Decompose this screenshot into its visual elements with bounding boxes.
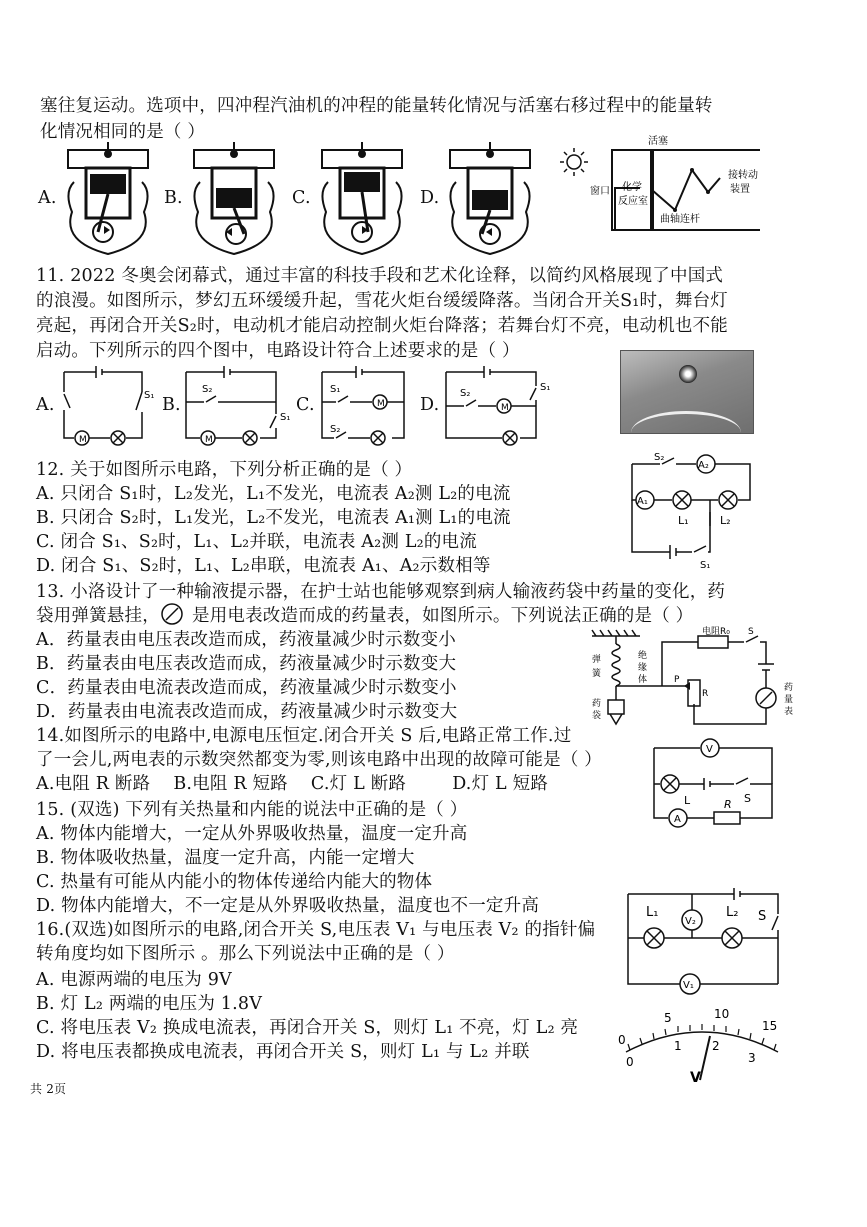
svg-text:15: 15 [762,1019,778,1033]
svg-text:量: 量 [784,695,794,705]
svg-text:R: R [724,798,732,811]
label-outlet: 窗口 [590,186,610,197]
svg-text:S₁: S₁ [330,384,341,395]
q11-line4: 启动。下列所示的四个图中，电路设计符合上述要求的是（ ） [36,341,520,361]
svg-text:A₂: A₂ [698,460,709,471]
q12-option-c: C. 闭合 S₁、S₂时，L₁、L₂并联，电流表 A₂测 L₂的电流 [36,532,477,552]
svg-text:药: 药 [784,683,794,693]
q15-option-c: C. 热量有可能从内能小的物体传递给内能大的物体 [36,872,433,892]
svg-text:S₁: S₁ [144,390,155,401]
engine-b-figure [184,142,284,257]
q12-option-a: A. 只闭合 S₁时，L₂发光，L₁不发光，电流表 A₂测 L₂的电流 [36,484,511,504]
q14-options: A.电阻 R 断路 B.电阻 R 短路 C.灯 L 断路 D.灯 L 短路 [36,774,549,794]
q16-line1: 16.(双选)如图所示的电路,闭合开关 S,电压表 V₁ 与电压表 V₂ 的指针偏 [36,920,596,940]
svg-text:缘: 缘 [638,663,648,673]
meter-icon [160,602,184,626]
engine-d-figure [440,142,540,257]
label-chamber-1: 化学 [622,182,642,193]
q15-option-a: A. 物体内能增大，一定从外界吸收热量，温度一定升高 [36,824,468,844]
dial-needle [700,1036,710,1080]
q11-circuit-a [56,362,156,447]
svg-text:S: S [748,627,754,637]
svg-text:S₂: S₂ [654,452,665,463]
svg-text:S₂: S₂ [460,388,471,399]
label-device-2: 装置 [730,184,750,195]
svg-text:S: S [758,909,767,924]
svg-text:5: 5 [664,1011,672,1025]
q10-text-line2: 化情况相同的是（ ） [40,122,206,142]
q10-option-d-label: D. [420,188,440,208]
label-chamber-2: 反应室 [618,196,648,207]
svg-text:R: R [702,689,709,699]
svg-text:V₁: V₁ [683,980,694,991]
q13-circuit [588,624,808,734]
svg-text:V: V [706,744,713,755]
q11-option-d-label: D. [420,395,440,415]
q10-text-line1: 塞往复运动。选项中，四冲程汽油机的冲程的能量转化情况与活塞右移过程中的能量转 [40,96,713,116]
q16-option-b: B. 灯 L₂ 两端的电压为 1.8V [36,994,263,1014]
q11-circuit-b [180,362,290,447]
q13-line2a: 袋用弹簧悬挂， [36,606,160,626]
torch-photo [620,350,754,434]
svg-text:3: 3 [748,1051,756,1065]
label-device-1: 接转动 [728,170,758,181]
q12-stem: 12. 关于如图所示电路，下列分析正确的是（ ） [36,460,413,480]
svg-text:L₁: L₁ [646,905,659,920]
q13-line2b: 是用电表改造而成的药量表，如图所示。下列说法正确的是（ ） [192,606,694,626]
svg-text:S: S [744,792,751,805]
svg-text:V₂: V₂ [685,916,696,927]
engine-a-figure [58,142,158,257]
q11-line2: 的浪漫。如图所示，梦幻五环缓缓升起，雪花火炬台缓缓降落。当闭合开关S₁时，舞台灯 [36,291,729,311]
q11-circuit-c [316,362,416,447]
svg-text:S₂: S₂ [202,384,213,395]
q11-option-c-label: C. [296,395,315,415]
q10-option-b-label: B. [164,188,183,208]
q16-circuit [618,880,788,998]
q15-option-d: D. 物体内能增大，不一定是从外界吸收热量，温度也不一定升高 [36,896,540,916]
svg-text:电阻R₀: 电阻R₀ [702,627,730,637]
svg-text:L₂: L₂ [726,905,739,920]
q14-line1: 14.如图所示的电路中,电源电压恒定.闭合开关 S 后,电路正常工作.过 [36,726,572,746]
q13-option-d: D．药量表由电流表改造而成，药液量减少时示数变大 [36,702,458,722]
q10-apparatus-figure [560,130,820,240]
label-crank: 曲轴连杆 [660,214,700,225]
q12-option-b: B. 只闭合 S₂时，L₁发光，L₂不发光，电流表 A₁测 L₁的电流 [36,508,511,528]
svg-text:L: L [684,794,691,807]
svg-text:S₁: S₁ [700,560,711,571]
q13-line1: 13. 小洛设计了一种输液提示器，在护士站也能够观察到病人输液药袋中药量的变化，药 [36,582,726,602]
svg-text:弹: 弹 [592,655,602,665]
svg-text:M: M [79,435,87,445]
q13-option-a: A．药量表由电压表改造而成，药液量减少时示数变小 [36,630,456,650]
q10-option-c-label: C. [292,188,311,208]
svg-text:10: 10 [714,1007,730,1021]
q11-option-b-label: B. [162,395,181,415]
label-piston: 活塞 [648,136,668,147]
voltmeter-dial [612,1002,792,1087]
q16-option-d: D. 将电压表都换成电流表，再闭合开关 S，则灯 L₁ 与 L₂ 并联 [36,1042,530,1062]
page-footer: 共 2页 [30,1082,67,1096]
q16-line2: 转角度均如下图所示 。那么下列说法中正确的是（ ） [36,944,455,964]
svg-text:S₂: S₂ [330,424,341,435]
svg-text:表: 表 [784,707,794,717]
q16-option-c: C. 将电压表 V₂ 换成电流表，再闭合开关 S，则灯 L₁ 不亮，灯 L₂ 亮 [36,1018,579,1038]
svg-text:1: 1 [674,1039,682,1053]
svg-text:2: 2 [712,1039,720,1053]
q11-line3: 亮起，再闭合开关S₂时，电动机才能启动控制火炬台降落；若舞台灯不亮，电动机也不能 [36,316,729,336]
svg-text:0: 0 [618,1033,626,1047]
q11-circuit-d [440,362,550,447]
q12-circuit [620,452,770,572]
svg-text:体: 体 [638,675,648,685]
svg-text:M: M [377,399,385,409]
q10-option-a-label: A. [38,188,57,208]
svg-text:簧: 簧 [592,669,602,679]
svg-text:0: 0 [626,1055,634,1069]
q12-option-d: D. 闭合 S₁、S₂时，L₁、L₂串联，电流表 A₁、A₂示数相等 [36,556,491,576]
svg-text:V: V [690,1070,701,1086]
q11-option-a-label: A. [36,395,55,415]
q14-line2: 了一会儿,两电表的示数突然都变为零,则该电路中出现的故障可能是（ ） [36,750,602,770]
engine-c-figure [312,142,412,257]
q14-circuit [644,738,784,830]
svg-text:L₁: L₁ [678,514,689,527]
q16-option-a: A. 电源两端的电压为 9V [36,970,232,990]
svg-text:P: P [674,675,680,685]
svg-text:M: M [205,435,213,445]
svg-text:A₁: A₁ [637,496,648,507]
sun-icon [567,155,581,169]
svg-text:S₁: S₁ [540,382,550,393]
svg-text:药: 药 [592,699,602,709]
q13-option-b: B．药量表由电压表改造而成，药液量减少时示数变大 [36,654,457,674]
svg-text:S₁: S₁ [280,412,290,423]
svg-text:L₂: L₂ [720,514,731,527]
svg-text:袋: 袋 [592,711,602,721]
q15-option-b: B. 物体吸收热量，温度一定升高，内能一定增大 [36,848,415,868]
svg-text:绝: 绝 [638,651,648,661]
q13-option-c: C．药量表由电流表改造而成，药液量减少时示数变小 [36,678,457,698]
svg-text:M: M [501,403,509,413]
q11-line1: 11. 2022 冬奥会闭幕式，通过丰富的科技手段和艺术化诠释，以简约风格展现了中国式 [36,266,724,286]
svg-text:A: A [674,814,681,825]
q15-stem: 15. (双选) 下列有关热量和内能的说法中正确的是（ ） [36,800,468,820]
